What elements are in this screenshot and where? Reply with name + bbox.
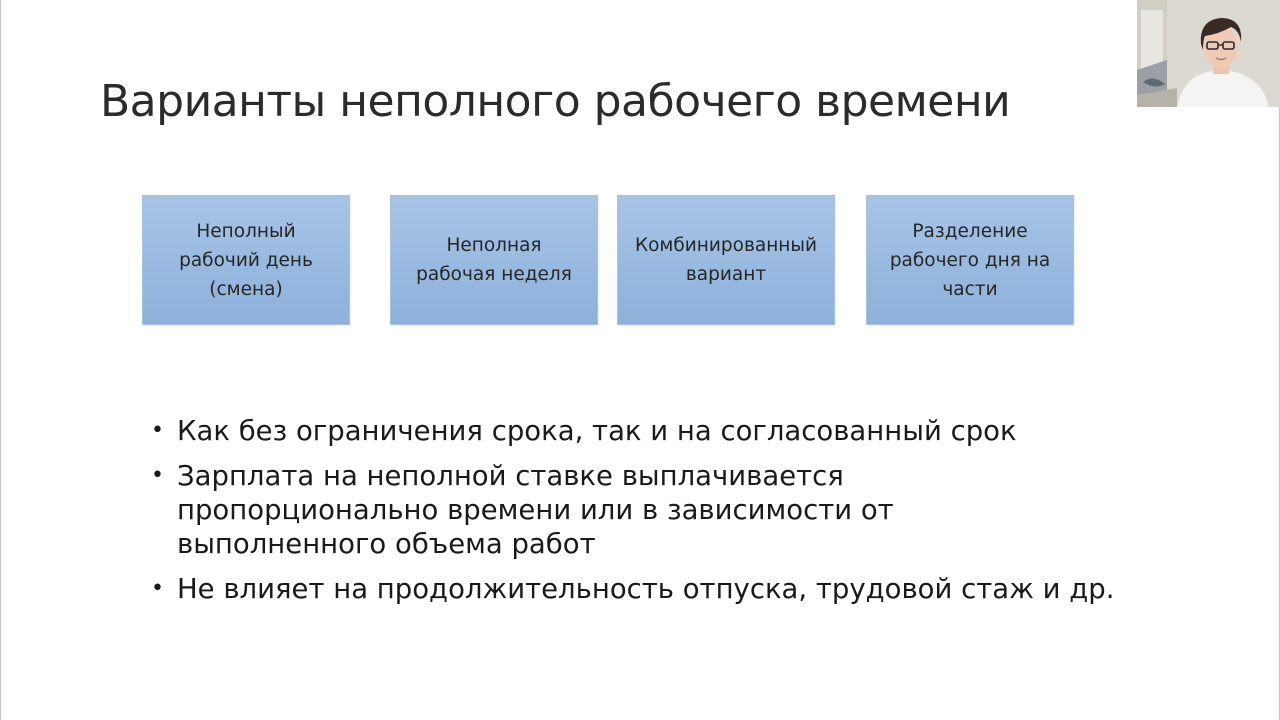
bullet-text: Не влияет на продолжительность отпуска, трудовой стаж и др. bbox=[177, 573, 1115, 605]
bullet-text: Зарплата на неполной ставке выплачивается пропорционально времени или в зависимости от выполненного объема работ bbox=[177, 460, 894, 560]
variant-box-label: Неполная рабочая неделя bbox=[416, 235, 572, 285]
bullet-item bbox=[151, 459, 997, 561]
bullet-list bbox=[151, 414, 1231, 617]
bullet-dot-icon: • bbox=[151, 418, 164, 443]
variant-box-combined bbox=[617, 195, 835, 325]
bullet-item bbox=[151, 414, 1231, 448]
bullet-dot-icon: • bbox=[151, 576, 164, 601]
variant-box-part-time-week bbox=[390, 195, 598, 325]
bullet-text: Как без ограничения срока, так и на согласованный срок bbox=[177, 415, 1017, 447]
variant-box-split-day bbox=[866, 195, 1074, 325]
presenter-video-icon bbox=[1137, 0, 1280, 107]
variant-box-label: Комбинированный вариант bbox=[634, 235, 818, 285]
variant-box-part-time-day bbox=[142, 195, 350, 325]
bullet-item bbox=[151, 572, 1231, 606]
slide-title: Варианты неполного рабочего времени bbox=[100, 76, 1011, 127]
variant-box-label: Неполный рабочий день (смена) bbox=[179, 220, 313, 300]
variant-box-label: Разделение рабочего дня на части bbox=[889, 220, 1051, 300]
bullet-dot-icon: • bbox=[151, 463, 164, 488]
presenter-webcam bbox=[1137, 0, 1280, 107]
